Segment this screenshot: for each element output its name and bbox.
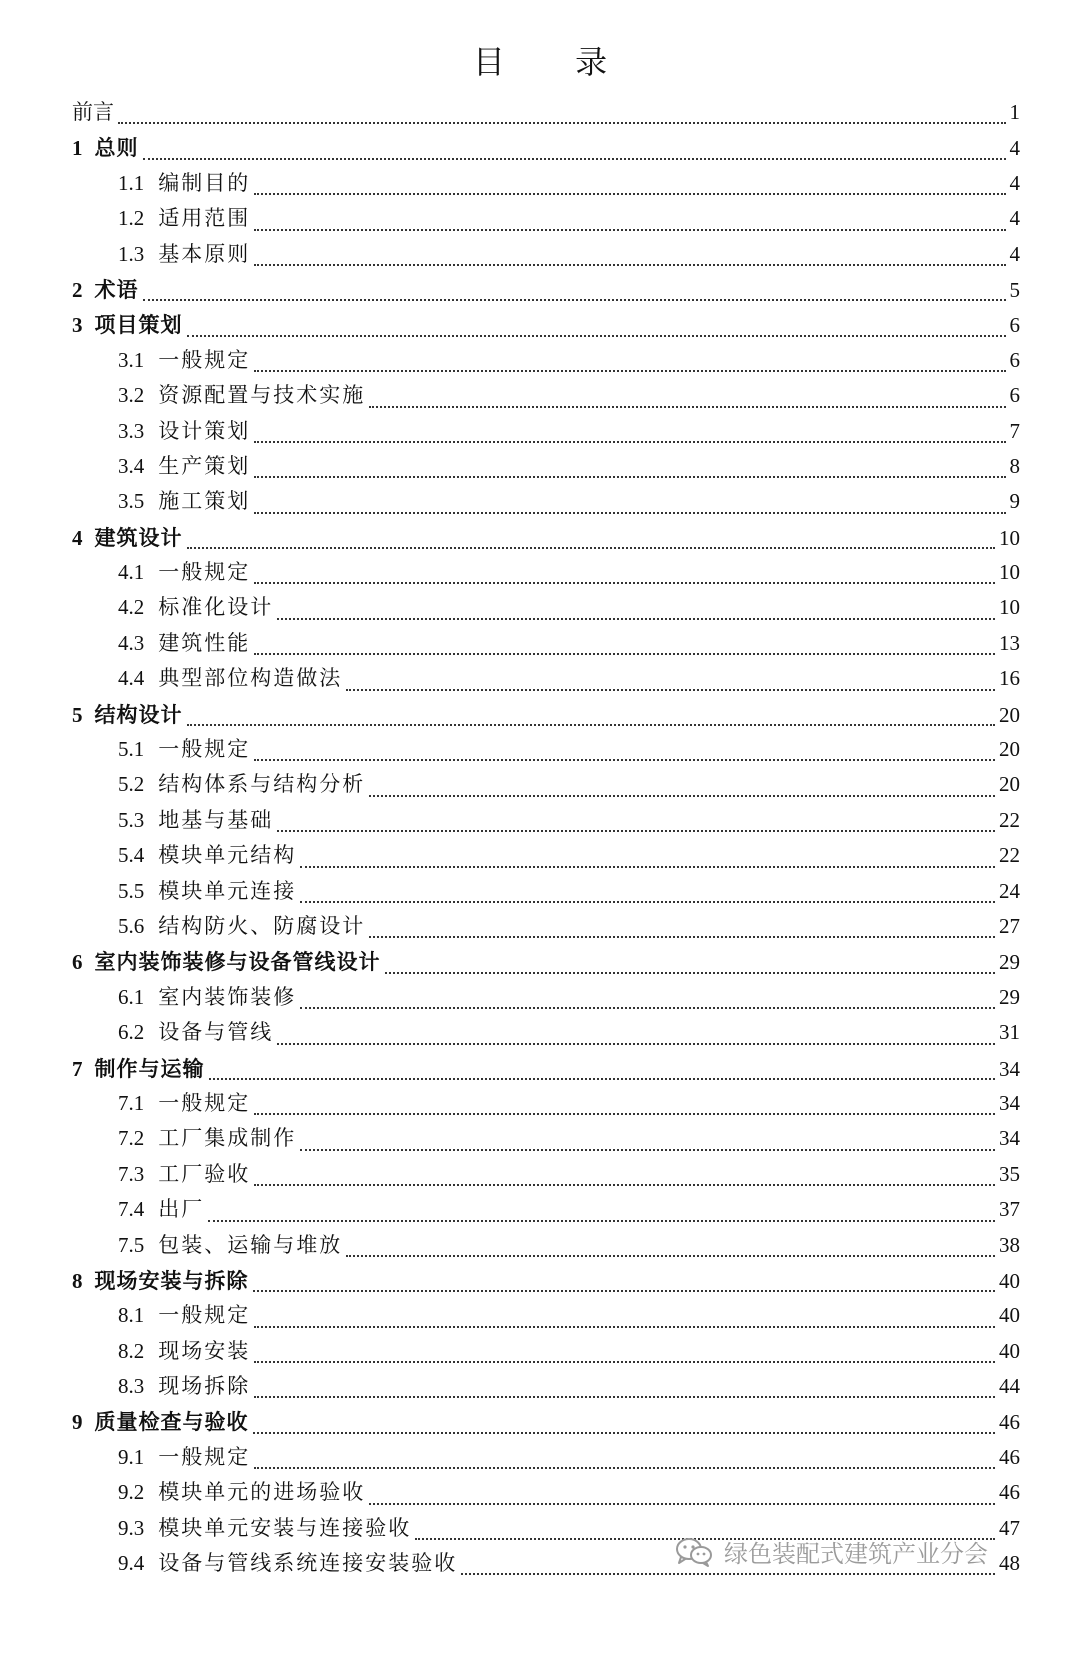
toc-entry-page: 46 — [999, 1480, 1020, 1505]
toc-entry-number: 7.5 — [118, 1232, 145, 1257]
toc-entry-title: 前言 — [72, 100, 114, 124]
toc-entry-number: 7.3 — [118, 1161, 145, 1186]
toc-entry-page: 46 — [999, 1444, 1020, 1469]
toc-entry-number: 1.3 — [118, 241, 145, 266]
toc-entry — [72, 95, 1020, 130]
toc-entry-title: 一般规定 — [158, 1090, 251, 1115]
toc-entry-title: 项目策划 — [94, 312, 183, 338]
toc-entry — [118, 1121, 1020, 1156]
toc-entry-number: 5.1 — [118, 737, 145, 762]
toc-entry — [118, 980, 1020, 1015]
toc-entry-title: 包装、运输与堆放 — [158, 1232, 343, 1257]
toc-entry-number: 3.5 — [118, 489, 145, 514]
toc-entry — [118, 909, 1020, 944]
toc-entry — [118, 1369, 1020, 1404]
toc-entry-title: 设备与管线 — [158, 1020, 274, 1045]
table-of-contents — [0, 95, 1080, 1581]
toc-entry-title: 模块单元的进场验收 — [158, 1480, 366, 1505]
toc-entry-page: 40 — [999, 1303, 1020, 1328]
toc-entry-page: 34 — [999, 1056, 1020, 1081]
dot-leader — [300, 866, 995, 868]
toc-entry-title: 一般规定 — [158, 1303, 251, 1328]
dot-leader — [385, 972, 996, 974]
toc-entry-title: 一般规定 — [158, 737, 251, 762]
toc-entry-number: 3.1 — [118, 347, 145, 372]
toc-entry-number: 7 — [72, 1056, 83, 1081]
toc-entry-title: 基本原则 — [158, 241, 251, 266]
dot-leader — [346, 1255, 995, 1257]
toc-entry-title: 室内装饰装修 — [158, 984, 297, 1009]
toc-entry-page: 48 — [999, 1551, 1020, 1576]
toc-entry-title: 设计策划 — [158, 418, 251, 443]
dot-leader — [277, 618, 995, 620]
toc-entry-page: 13 — [999, 630, 1020, 655]
toc-entry-title: 地基与基础 — [158, 807, 274, 832]
toc-entry-page: 1 — [1009, 100, 1020, 124]
toc-entry — [118, 1086, 1020, 1121]
toc-entry — [118, 237, 1020, 272]
toc-entry-number: 4.2 — [118, 595, 145, 620]
toc-entry-number: 5.6 — [118, 913, 145, 938]
toc-entry-number: 4.4 — [118, 666, 145, 691]
toc-entry-page: 29 — [999, 950, 1020, 975]
dot-leader — [208, 1220, 995, 1222]
toc-entry — [118, 1334, 1020, 1369]
toc-entry-page: 6 — [1009, 347, 1020, 372]
dot-leader — [254, 1326, 995, 1328]
toc-entry-page: 4 — [1009, 241, 1020, 266]
toc-entry-page: 20 — [999, 772, 1020, 797]
toc-entry-title: 资源配置与技术实施 — [158, 383, 366, 408]
toc-entry-title: 编制目的 — [158, 170, 251, 195]
toc-entry-number: 4 — [72, 525, 83, 550]
toc-entry — [72, 944, 1020, 979]
watermark-text: 绿色装配式建筑产业分会 — [724, 1540, 988, 1568]
toc-entry-number: 1 — [72, 136, 83, 161]
dot-leader — [254, 1361, 995, 1363]
toc-entry-number: 3 — [72, 313, 83, 338]
dot-leader — [277, 1043, 995, 1045]
toc-entry-page: 37 — [999, 1197, 1020, 1222]
toc-entry — [118, 484, 1020, 519]
toc-entry — [118, 201, 1020, 236]
toc-entry-title: 术语 — [94, 276, 139, 302]
toc-entry-title: 工厂验收 — [158, 1161, 251, 1186]
dot-leader — [254, 1396, 995, 1398]
toc-entry-number: 3.4 — [118, 453, 145, 478]
dot-leader — [254, 1467, 995, 1469]
toc-entry-page: 16 — [999, 666, 1020, 691]
dot-leader — [253, 1432, 996, 1434]
toc-entry-title: 模块单元结构 — [158, 843, 297, 868]
toc-entry-number: 1.2 — [118, 206, 145, 231]
toc-entry-page: 38 — [999, 1232, 1020, 1257]
dot-leader — [346, 689, 995, 691]
dot-leader — [300, 901, 995, 903]
toc-entry-number: 5.2 — [118, 772, 145, 797]
toc-entry-page: 4 — [1009, 136, 1020, 161]
toc-entry — [118, 732, 1020, 767]
toc-entry-number: 9.1 — [118, 1444, 145, 1469]
dot-leader — [187, 547, 996, 549]
toc-entry-page: 40 — [999, 1338, 1020, 1363]
toc-entry-page: 20 — [999, 702, 1020, 727]
toc-entry-number: 6.1 — [118, 984, 145, 1009]
toc-entry — [118, 166, 1020, 201]
toc-entry — [118, 555, 1020, 590]
dot-leader — [369, 936, 995, 938]
toc-entry-number: 5.5 — [118, 878, 145, 903]
toc-entry-page: 10 — [999, 595, 1020, 620]
toc-entry-number: 1.1 — [118, 170, 145, 195]
dot-leader — [187, 724, 996, 726]
dot-leader — [143, 299, 1006, 301]
toc-entry — [118, 1157, 1020, 1192]
toc-entry — [72, 1263, 1020, 1298]
toc-entry-number: 8.1 — [118, 1303, 145, 1328]
dot-leader — [254, 653, 995, 655]
toc-entry-page: 34 — [999, 1126, 1020, 1151]
toc-entry-number: 9.4 — [118, 1551, 145, 1576]
toc-entry-page: 8 — [1009, 453, 1020, 478]
toc-entry-title: 典型部位构造做法 — [158, 666, 343, 691]
toc-entry-page: 7 — [1009, 418, 1020, 443]
dot-leader — [254, 1113, 995, 1115]
dot-leader — [461, 1573, 995, 1575]
toc-entry — [72, 307, 1020, 342]
toc-entry-number: 9 — [72, 1410, 83, 1435]
toc-entry — [118, 378, 1020, 413]
toc-entry-title: 质量检查与验收 — [94, 1409, 249, 1435]
toc-entry-page: 10 — [999, 560, 1020, 585]
toc-entry-page: 40 — [999, 1268, 1020, 1293]
toc-entry-page: 22 — [999, 807, 1020, 832]
toc-entry-title: 一般规定 — [158, 347, 251, 372]
toc-entry — [118, 803, 1020, 838]
toc-entry-title: 室内装饰装修与设备管线设计 — [94, 949, 381, 975]
toc-entry-title: 模块单元安装与连接验收 — [158, 1515, 412, 1540]
toc-entry — [118, 1475, 1020, 1510]
toc-entry — [118, 449, 1020, 484]
dot-leader — [300, 1149, 995, 1151]
toc-entry-number: 7.4 — [118, 1197, 145, 1222]
toc-entry — [118, 1192, 1020, 1227]
dot-leader — [300, 1007, 995, 1009]
toc-entry-title: 制作与运输 — [94, 1055, 205, 1081]
toc-entry-number: 6 — [72, 950, 83, 975]
toc-entry — [118, 874, 1020, 909]
toc-entry-number: 7.2 — [118, 1126, 145, 1151]
toc-entry-page: 47 — [999, 1515, 1020, 1540]
toc-entry-page: 5 — [1009, 277, 1020, 302]
dot-leader — [253, 1290, 996, 1292]
toc-entry — [118, 1440, 1020, 1475]
toc-entry-number: 5 — [72, 702, 83, 727]
toc-entry-number: 5.3 — [118, 807, 145, 832]
toc-entry-number: 4.3 — [118, 630, 145, 655]
dot-leader — [143, 158, 1006, 160]
toc-entry-page: 29 — [999, 984, 1020, 1009]
dot-leader — [254, 1184, 995, 1186]
toc-entry-title: 现场安装 — [158, 1338, 251, 1363]
dot-leader — [369, 795, 995, 797]
dot-leader — [369, 406, 1005, 408]
toc-entry-page: 24 — [999, 878, 1020, 903]
dot-leader — [254, 582, 995, 584]
toc-entry-number: 3.2 — [118, 383, 145, 408]
dot-leader — [254, 370, 1005, 372]
toc-entry — [72, 697, 1020, 732]
toc-entry — [72, 272, 1020, 307]
toc-entry-number: 6.2 — [118, 1020, 145, 1045]
toc-entry — [72, 520, 1020, 555]
dot-leader — [254, 229, 1005, 231]
toc-entry-title: 模块单元连接 — [158, 878, 297, 903]
toc-entry-page: 35 — [999, 1161, 1020, 1186]
toc-entry — [118, 838, 1020, 873]
toc-entry-number: 4.1 — [118, 560, 145, 585]
toc-entry-page: 22 — [999, 843, 1020, 868]
dot-leader — [187, 335, 1006, 337]
toc-entry-number: 9.3 — [118, 1515, 145, 1540]
toc-entry-title: 建筑性能 — [158, 630, 251, 655]
toc-entry-title: 总则 — [94, 135, 139, 161]
watermark — [674, 1534, 988, 1569]
toc-entry-number: 8.2 — [118, 1338, 145, 1363]
dot-leader — [369, 1503, 995, 1505]
toc-entry-number: 2 — [72, 277, 83, 302]
toc-entry-number: 7.1 — [118, 1090, 145, 1115]
toc-entry-title: 施工策划 — [158, 489, 251, 514]
toc-entry-title: 结构设计 — [94, 701, 183, 727]
dot-leader — [254, 512, 1005, 514]
toc-entry-title: 工厂集成制作 — [158, 1126, 297, 1151]
toc-entry — [118, 414, 1020, 449]
toc-entry — [118, 590, 1020, 625]
toc-entry-page: 44 — [999, 1374, 1020, 1399]
toc-entry-title: 设备与管线系统连接安装验收 — [158, 1551, 458, 1576]
toc-entry-title: 现场拆除 — [158, 1374, 251, 1399]
dot-leader — [254, 193, 1005, 195]
dot-leader — [254, 476, 1005, 478]
toc-entry-title: 标准化设计 — [158, 595, 274, 620]
dot-leader — [254, 441, 1005, 443]
dot-leader — [118, 122, 1006, 124]
dot-leader — [254, 264, 1005, 266]
toc-entry — [118, 343, 1020, 378]
toc-entry-page: 6 — [1009, 313, 1020, 338]
toc-entry — [118, 1228, 1020, 1263]
dot-leader — [254, 759, 995, 761]
toc-entry-page: 4 — [1009, 206, 1020, 231]
toc-entry-title: 一般规定 — [158, 1444, 251, 1469]
toc-entry-title: 一般规定 — [158, 560, 251, 585]
toc-entry — [118, 1298, 1020, 1333]
toc-entry-page: 20 — [999, 737, 1020, 762]
toc-entry-title: 现场安装与拆除 — [94, 1267, 249, 1293]
toc-entry — [118, 626, 1020, 661]
toc-entry — [118, 767, 1020, 802]
toc-entry — [118, 1015, 1020, 1050]
toc-entry-title: 结构体系与结构分析 — [158, 772, 366, 797]
toc-entry-page: 9 — [1009, 489, 1020, 514]
toc-entry-number: 8.3 — [118, 1374, 145, 1399]
toc-entry — [72, 1404, 1020, 1439]
toc-entry-page: 31 — [999, 1020, 1020, 1045]
toc-entry-page: 27 — [999, 913, 1020, 938]
dot-leader — [209, 1078, 996, 1080]
toc-entry-title: 结构防火、防腐设计 — [158, 913, 366, 938]
toc-entry-page: 6 — [1009, 383, 1020, 408]
toc-entry-title: 适用范围 — [158, 206, 251, 231]
toc-entry-number: 3.3 — [118, 418, 145, 443]
toc-entry-page: 46 — [999, 1410, 1020, 1435]
toc-entry — [72, 130, 1020, 165]
toc-entry — [118, 661, 1020, 696]
toc-entry-page: 4 — [1009, 170, 1020, 195]
toc-entry-title: 生产策划 — [158, 453, 251, 478]
toc-entry-title: 出厂 — [158, 1197, 205, 1222]
toc-entry-page: 10 — [999, 525, 1020, 550]
page-title: 目 录 — [472, 43, 638, 81]
dot-leader — [277, 830, 995, 832]
wechat-icon — [674, 1536, 714, 1568]
toc-entry-number: 8 — [72, 1268, 83, 1293]
toc-entry-page: 34 — [999, 1090, 1020, 1115]
toc-entry — [72, 1051, 1020, 1086]
toc-entry-title: 建筑设计 — [94, 524, 183, 550]
toc-entry-number: 9.2 — [118, 1480, 145, 1505]
toc-entry-number: 5.4 — [118, 843, 145, 868]
